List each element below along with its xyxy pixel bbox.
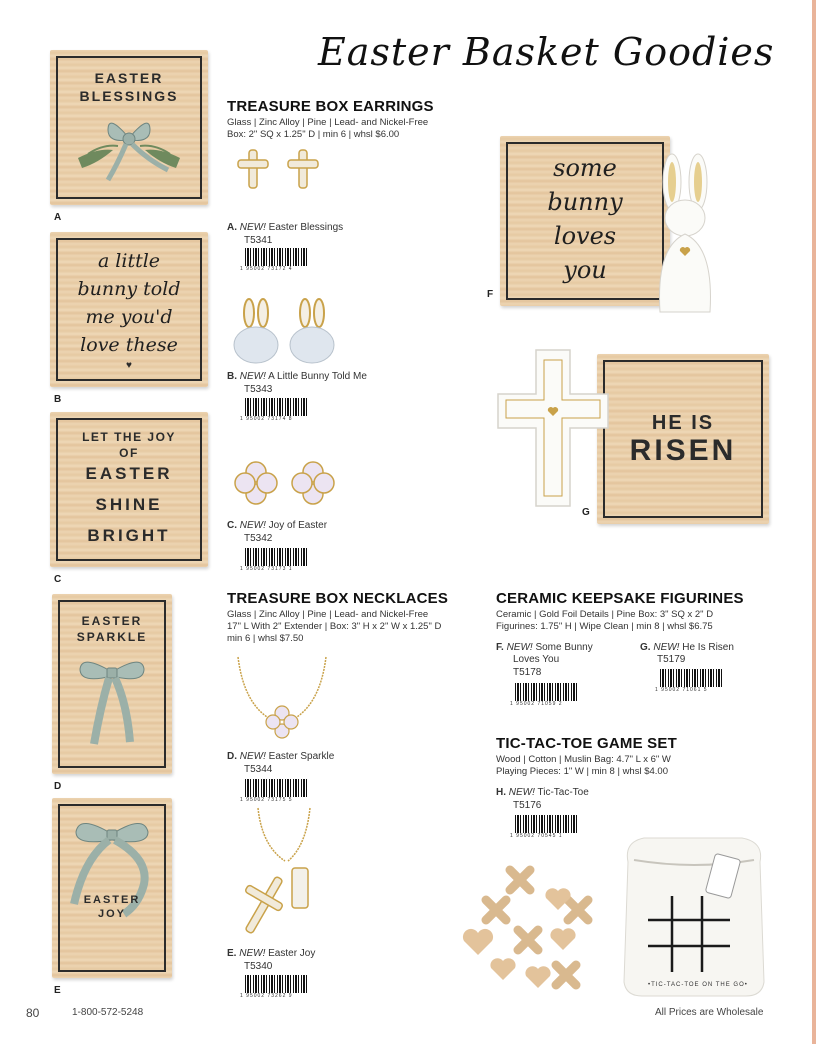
necklace-d-name: Easter Sparkle [268,751,335,762]
figurines-spec-2: Figurines: 1.75" H | Wipe Clean | min 8 | whsl $6.75 [496,621,713,632]
figurine-g-barcode [660,669,722,687]
tictactoe-h-barcode [515,815,577,833]
board-e-line1: EASTER [83,894,141,906]
tictactoe-h-name: Tic-Tac-Toe [537,787,589,798]
board-a-line2: BLESSINGS [79,88,179,104]
figurine-f-name: Some Bunny [535,642,593,653]
label-f: F [487,289,494,300]
figurine-g-letter: G. [640,642,651,653]
necklace-d-barcode [245,779,307,797]
earring-a-barcode [245,248,307,266]
board-a [50,50,208,205]
tictactoe-h-letter: H. [496,787,506,798]
earring-b-line [227,371,367,383]
earrings-spec-2: Box: 2" SQ x 1.25" D | min 6 | whsl $6.00 [227,129,400,140]
figurine-f-sku: T5178 [513,667,542,678]
heart-icon: ♥ [126,360,132,371]
board-g [597,354,769,524]
board-c [50,412,208,567]
board-c-line3: EASTER [85,464,173,483]
necklace-d-barcode-number: 1 95002 73175 5 [240,797,293,803]
earring-c-name: Joy of Easter [268,520,328,531]
earring-c-sku: T5342 [244,533,273,544]
board-b-line2: bunny told [77,278,181,300]
label-a: A [54,212,62,223]
flower-earrings-icon [228,458,344,508]
tictactoe-spec-2: Playing Pieces: 1" W | min 8 | whsl $4.00 [496,766,668,777]
ceramic-cross-icon [494,346,612,512]
tictactoe-h-sku: T5176 [513,800,542,811]
tictactoe-h-barcode-number: 1 95002 70545 1 [510,833,563,839]
flower-necklace-icon [232,655,332,745]
tictactoe-heading: TIC-TAC-TOE GAME SET [496,735,677,752]
board-e [52,798,172,978]
label-c: C [54,574,62,585]
necklace-d-sku: T5344 [244,764,273,775]
label-b: B [54,394,62,405]
wooden-game-pieces-icon [458,860,608,1000]
necklaces-spec-3: min 6 | whsl $7.50 [227,633,304,644]
earring-b-name: A Little Bunny Told Me [268,371,367,382]
necklace-d-new: NEW! [239,751,266,762]
bunny-figurine-icon [650,152,720,320]
page-number: 80 [26,1006,40,1020]
necklace-e-sku: T5340 [244,961,273,972]
earring-c-new: NEW! [239,520,266,531]
earring-a-name: Easter Blessings [268,222,344,233]
earring-c-letter: C. [227,520,237,531]
board-e-line2: JOY [97,908,126,920]
board-g-line1: HE IS [651,412,715,434]
board-g-line2: RISEN [629,434,737,467]
earring-a-new: NEW! [239,222,266,233]
necklace-e-barcode [245,975,307,993]
figurines-spec-1: Ceramic | Gold Foil Details | Pine Box: 3" SQ x 2" D [496,609,714,620]
bag-label: •TIC-TAC-TOE ON THE GO• [648,982,748,988]
earring-b-letter: B. [227,371,237,382]
board-c-line5: BRIGHT [87,526,171,545]
cross-charm-necklace-icon [230,806,334,942]
board-f-line3: loves [553,222,617,250]
page-title: Easter Basket Goodies [318,30,775,74]
earrings-spec-1: Glass | Zinc Alloy | Pine | Lead- and Nickel-Free [227,117,429,128]
board-c-line4: SHINE [95,495,163,514]
bunny-earrings-icon [230,297,340,367]
earring-a-sku: T5341 [244,235,273,246]
figurine-g-name: He Is Risen [682,642,734,653]
figurine-g-new: NEW! [653,642,680,653]
figurine-f-name2: Loves You [513,654,560,665]
bow-wreath-icon [68,108,190,188]
earrings-heading: TREASURE BOX EARRINGS [227,98,434,115]
necklaces-spec-2: 17" L With 2" Extender | Box: 3" H x 2" W x 1.25" D [227,621,442,632]
board-c-line1: LET THE JOY [82,430,176,444]
necklaces-spec-1: Glass | Zinc Alloy | Pine | Lead- and Nickel-Free [227,609,429,620]
board-f-line2: bunny [547,188,623,216]
earring-a-barcode-number: 1 95002 73172 4 [240,266,293,272]
tictactoe-spec-1: Wood | Cotton | Muslin Bag: 4.7" L x 6" W [496,754,671,765]
figurine-f-line [496,642,593,654]
board-d-line2: SPARKLE [76,630,148,644]
board-b [50,232,208,387]
page-edge-stripe [812,0,816,1044]
figurine-f-letter: F. [496,642,504,653]
necklace-e-new: NEW! [239,948,266,959]
wholesale-note: All Prices are Wholesale [655,1007,764,1018]
phone-number: 1-800-572-5248 [72,1007,144,1018]
necklaces-heading: TREASURE BOX NECKLACES [227,590,449,607]
earring-b-new: NEW! [239,371,266,382]
necklace-e-letter: E. [227,948,237,959]
earring-c-line [227,520,327,532]
necklace-d-line [227,751,334,763]
label-g: G [582,507,590,518]
board-f-line1: some [553,154,617,182]
label-e: E [54,985,61,996]
earring-b-barcode-number: 1 95002 73174 8 [240,416,293,422]
muslin-bag-icon [614,832,774,1000]
figurines-heading: CERAMIC KEEPSAKE FIGURINES [496,590,744,607]
tictactoe-h-new: NEW! [508,787,535,798]
board-a-line1: EASTER [94,70,164,86]
earring-c-barcode [245,548,307,566]
figurine-g-barcode-number: 1 95002 71061 5 [655,687,708,693]
tictactoe-h-line [496,787,589,799]
board-f-line4: you [563,256,607,284]
board-b-line3: me you'd [85,306,173,328]
necklace-e-line [227,948,315,960]
figurine-g-line [640,642,734,654]
earring-c-barcode-number: 1 95002 73173 1 [240,566,293,572]
board-f [500,136,670,306]
necklace-d-letter: D. [227,751,237,762]
earring-a-letter: A. [227,222,237,233]
earring-a-line [227,222,343,234]
bow-icon [72,654,152,754]
board-d-line1: EASTER [81,614,143,628]
necklace-e-name: Easter Joy [268,948,316,959]
earring-b-barcode [245,398,307,416]
board-c-line2: OF [119,446,139,460]
figurine-g-sku: T5179 [657,654,686,665]
cross-earrings-icon [232,148,332,190]
figurine-f-new: NEW! [506,642,533,653]
label-d: D [54,781,62,792]
board-b-line1: a little [97,250,161,272]
board-d [52,594,172,774]
board-b-line4: love these [80,334,178,356]
necklace-e-barcode-number: 1 95002 73262 9 [240,993,293,999]
figurine-f-barcode-number: 1 95002 71059 2 [510,701,563,707]
earring-b-sku: T5343 [244,384,273,395]
figurine-f-barcode [515,683,577,701]
